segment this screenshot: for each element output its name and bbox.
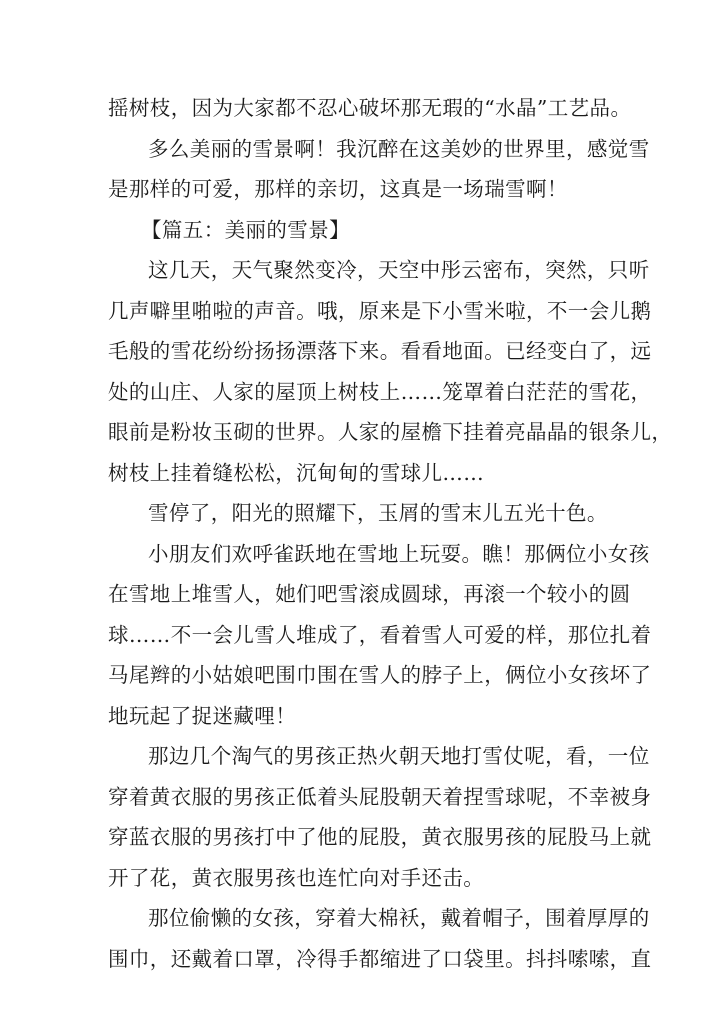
text-line: 几声噼里啪啦的声音。哦，原来是下小雪米啦，不一会儿鹅 [108, 299, 652, 323]
text-line: 地玩起了捉迷藏哩！ [108, 704, 297, 728]
text-line: 开了花，黄衣服男孩也连忙向对手还击。 [108, 866, 485, 890]
text-line: 穿蓝衣服的男孩打中了他的屁股，黄衣服男孩的屁股马上就 [108, 825, 652, 849]
text-line: 眼前是粉妆玉砌的世界。人家的屋檐下挂着亮晶晶的银条儿， [108, 420, 673, 444]
paragraph-start-line: 多么美丽的雪景啊！我沉醉在这美妙的世界里，感觉雪 [148, 137, 650, 161]
text-line: 毛般的雪花纷纷扬扬漂落下来。看看地面。已经变白了，远 [108, 339, 652, 363]
text-line: 摇树枝，因为大家都不忍心破坏那无瑕的“水晶”工艺品。 [108, 96, 632, 120]
text-line: 球……不一会儿雪人堆成了，看着雪人可爱的样，那位扎着 [108, 623, 652, 647]
paragraph-start-line: 那边几个淘气的男孩正热火朝天地打雪仗呢，看，一位 [148, 744, 650, 768]
text-line: 在雪地上堆雪人，她们吧雪滚成圆球，再滚一个较小的圆 [108, 582, 631, 606]
paragraph-start-line: 这几天，天气聚然变冷，天空中彤云密布，突然，只听 [148, 258, 650, 282]
section-heading: 【篇五：美丽的雪景】 [141, 218, 350, 242]
text-line: 马尾辫的小姑娘吧围巾围在雪人的脖子上，俩位小女孩坏了 [108, 663, 652, 687]
text-line: 围巾，还戴着口罩，冷得手都缩进了口袋里。抖抖嗦嗦，直 [108, 947, 652, 971]
paragraph-start-line: 雪停了，阳光的照耀下，玉屑的雪末儿五光十色。 [148, 501, 608, 525]
paragraph-start-line: 小朋友们欢呼雀跃地在雪地上玩耍。瞧！那俩位小女孩 [148, 542, 650, 566]
text-line: 穿着黄衣服的男孩正低着头屁股朝天着捏雪球呢，不幸被身 [108, 785, 652, 809]
text-line: 处的山庄、人家的屋顶上树枝上……笼罩着白茫茫的雪花， [108, 380, 652, 404]
paragraph-start-line: 那位偷懒的女孩，穿着大棉袄，戴着帽子，围着厚厚的 [148, 906, 650, 930]
text-line: 树枝上挂着缝松松，沉甸甸的雪球儿…… [108, 461, 485, 485]
text-line: 是那样的可爱，那样的亲切，这真是一场瑞雪啊！ [108, 177, 568, 201]
